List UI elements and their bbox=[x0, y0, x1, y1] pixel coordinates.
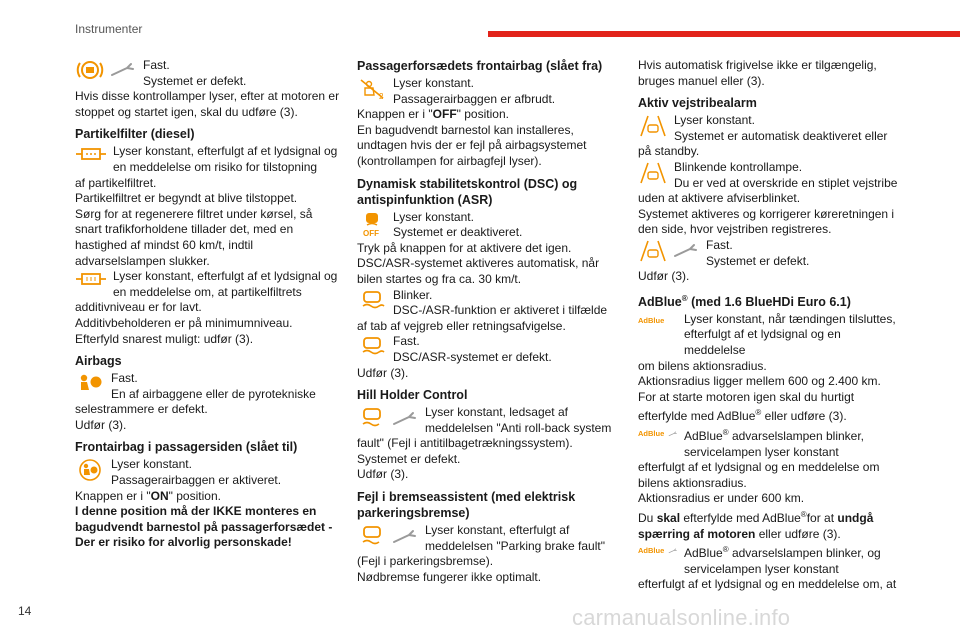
svg-text:2: 2 bbox=[379, 92, 384, 101]
heading-particle-filter: Partikelfilter (diesel) bbox=[75, 127, 195, 142]
wrench-icon bbox=[668, 426, 678, 442]
heading-adblue: AdBlue® (med 1.6 BlueHDi Euro 6.1) bbox=[638, 293, 851, 309]
column-1: Fast. Systemet er defekt. Hvis disse kontrollamper lyser, efter at motoren er stoppet og startet igen, skal du udføre (3). Partikelfilter (diesel) Lyser konstant, efterfulgt af et lydsignal og en meddelelse om risiko for tilstopning af partikelfiltret. Partikelfiltret er begyndt at blive tilstoppet. Sørg for at regenerere filtret under kørsel, så snart trafikforholdene tillader det, med en hastighed af mindst 60 km/t, indtil advarselslampen slukker. Lyser konstant, efterfulgt af et lydsignal og en meddelelse om, at partikelfiltrets additivniveau er for lavt. Additivbeholderen er på minimumniveau. Efterfyld snarest muligt: udfør (3). Airbags Fast. En af airbaggene eller de pyrotekniske selestrammere er defekt. Udfør (3). Frontairbag i passagersiden (slået til) Lyser konstant. Passagerairbaggen er aktiveret. Knappen er i "ON" position. I denne position må der IKKE monteres en bagudvendt barnestol på passagerforsædet - Der er risiko for alvorlig personskade! bbox=[75, 58, 340, 550]
heading-hill-holder: Hill Holder Control bbox=[357, 388, 468, 403]
wrench-icon bbox=[109, 60, 137, 80]
footer-watermark: carmanualsonline.info bbox=[572, 605, 791, 630]
particle-filter-icon bbox=[75, 145, 107, 163]
heading-passenger-airbag-on: Frontairbag i passagersiden (slået til) bbox=[75, 440, 298, 455]
airbag-fault-icon bbox=[75, 372, 105, 394]
svg-text:OFF: OFF bbox=[363, 228, 379, 237]
heading-brake-assist-fault: Fejl i bremseassistent (med elektrisk parkeringsbremse) bbox=[357, 490, 576, 521]
adblue-icon: AdBlue bbox=[638, 315, 665, 325]
service-lamp-icon bbox=[75, 59, 105, 81]
passenger-airbag-on-icon bbox=[75, 458, 105, 482]
service-warning-item: Fast. Systemet er defekt. bbox=[75, 58, 340, 89]
adblue-icon: AdBlue bbox=[638, 429, 665, 439]
heading-airbags: Airbags bbox=[75, 354, 122, 369]
dsc-asr-fault-icon bbox=[357, 335, 387, 359]
passenger-airbag-warning: I denne position må der IKKE monteres en bagudvendt barnestol på passagerforsædet - Der er risiko for alvorlig personskade! bbox=[75, 504, 333, 550]
wrench-icon bbox=[668, 543, 678, 559]
service-warning-note: Hvis disse kontrollamper lyser, efter at motoren er stoppet og startet igen, skal du udføre (3). bbox=[75, 89, 340, 119]
particle-filter-additive-icon bbox=[75, 270, 107, 288]
dsc-asr-off-icon bbox=[357, 211, 387, 237]
lane-departure-fault-icon bbox=[638, 239, 668, 263]
heading-dsc-asr: Dynamisk stabilitetskontrol (DSC) og antispinfunktion (ASR) bbox=[357, 176, 578, 207]
section-title: Instrumenter bbox=[75, 22, 143, 36]
wrench-icon bbox=[391, 409, 419, 429]
dsc-asr-active-icon bbox=[357, 289, 387, 313]
heading-passenger-airbag-off: Passagerforsædets frontairbag (slået fra) bbox=[357, 59, 603, 73]
brake-assist-icon bbox=[357, 524, 387, 550]
passenger-airbag-off-icon bbox=[357, 77, 387, 101]
column-3: Hvis automatisk frigivelse ikke er tilgængelig, bruges manuel eller (3). Aktiv vejstribealarm Lyser konstant. Systemet er automatisk deaktiveret eller på standby. Blinkende kontrollampe. Du er ved at overskride en stiplet vejstribe uden at aktivere afviserblinket. Systemet aktiveres og korrigerer køreretningen i den side, hvor vejstriben registreres. Fast. Systemet er defekt. Udfør (3). AdBlue® (med 1.6 BlueHDi Euro 6.1) AdBlue Lyser konstant, når tændingen tilsluttes, efterfulgt af et lydsignal og en meddelelse om bilens aktionsradius. Aktionsradius ligger mellem 600 og 2.400 km. For at starte motoren igen skal du hurtigt efterfylde med AdBlue® eller udføre (3). AdBlue AdBlue® advarselslampen blinker, servicelampen lyser konstant efterfulgt af et lydsignal og en meddelelse om bilens aktionsradius. Aktionsradius er under 600 km. Du skal efterfylde med AdBlue®for at undgå spærring af motoren eller udføre (3). AdBlue AdBlue® advarselslampen blinker, og servicelampen lyser konstant efterfulgt af et lydsignal og en meddelelse om, at bbox=[638, 58, 903, 593]
column-2: Passagerforsædets frontairbag (slået fra) 2 Lyser konstant. Passagerairbaggen er afbrudt. Knappen er i "OFF" position. En bagudvendt barnestol kan installeres, undtagen hvis der er fejl på airbagsystemet (kontrollampen for airbagfejl lyser). Dynamisk stabilitetskontrol (DSC) og antispinfunktion (ASR) OFF Lyser konstant. Systemet er deaktiveret. Tryk på knappen for at aktivere det igen. DSC/ASR-systemet aktiveres automatisk, når bilen startes og fra ca. 30 km/t. Blinker. DSC-/ASR-funktion er aktiveret i tilfælde af tab af vejgreb eller retningsafvigelse. Fast. DSC/ASR-systemet er defekt. Udfør (3). Hill Holder Control Lyser konstant, ledsaget af meddelelsen "Anti roll-back system fault" (Fejl i antitilbagetrækningssystem). Systemet er defekt. Udfør (3). Fejl i bremseassistent (med elektrisk parkeringsbremse) Lyser konstant, efterfulgt af meddelelsen "Parking brake fault" (Fejl i parkeringsbremse). Nødbremse fungerer ikke optimalt. bbox=[357, 58, 622, 585]
lane-departure-icon bbox=[638, 114, 668, 138]
header-accent-bar bbox=[488, 31, 960, 37]
lane-departure-blink-icon bbox=[638, 161, 668, 185]
adblue-icon: AdBlue bbox=[638, 546, 665, 556]
wrench-icon bbox=[672, 241, 700, 261]
heading-lane-departure: Aktiv vejstribealarm bbox=[638, 96, 757, 111]
page-number: 14 bbox=[18, 604, 32, 618]
wrench-icon bbox=[391, 527, 419, 547]
hill-holder-icon bbox=[357, 406, 387, 432]
